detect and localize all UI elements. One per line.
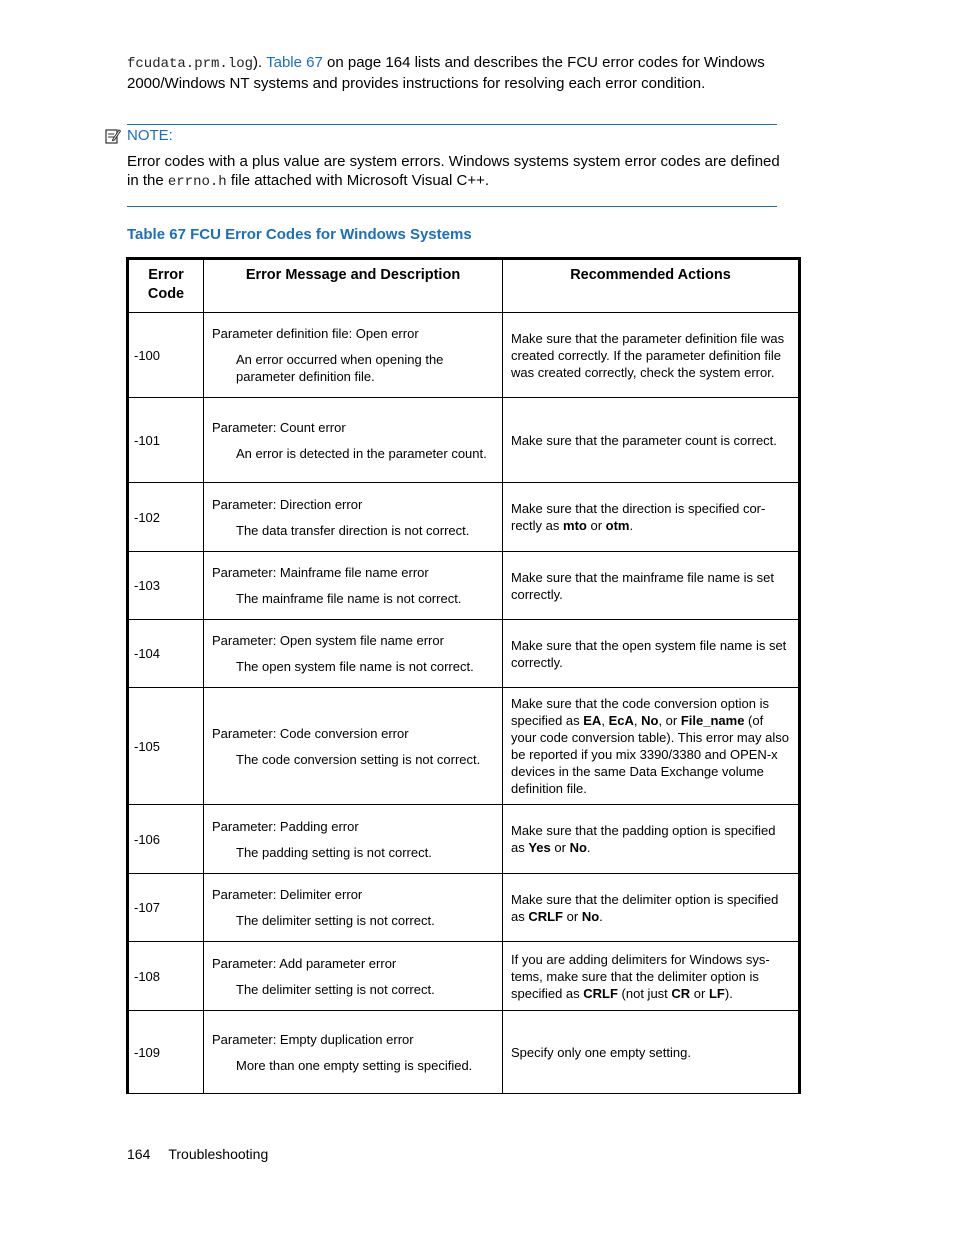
option-keyword: LF (708, 985, 725, 1001)
action-text: , (633, 713, 642, 728)
message-description: The padding setting is not correct. (236, 844, 432, 860)
intro-paragraph (127, 53, 807, 94)
option-keyword: mto (563, 518, 587, 533)
option-keyword: EA (583, 713, 602, 728)
action-text: , or (658, 713, 681, 728)
message-cell (204, 552, 503, 620)
table-row (128, 688, 800, 805)
message-cell (204, 805, 503, 874)
action-text: . (629, 518, 634, 533)
option-keyword: No (641, 713, 659, 728)
note-pencil-icon (105, 128, 121, 144)
message-description: The delimiter setting is not correct. (236, 981, 435, 997)
option-keyword: EcA (608, 713, 634, 728)
action-text: Make sure that the delimiter option is specified as (511, 891, 779, 924)
option-keyword: File_name (680, 713, 745, 728)
message-description: An error occurred when opening the parameter definition file. (236, 352, 444, 384)
message-cell (204, 688, 503, 805)
message-cell (204, 620, 503, 688)
error-codes-table (126, 257, 801, 1094)
error-code-cell: -109 (128, 1011, 204, 1094)
table-67-link[interactable]: Table 67 (266, 54, 323, 71)
message-description: The open system file name is not correct. (236, 659, 474, 674)
action-cell: Make sure that the mainframe file name is set correctly. (503, 552, 800, 620)
section-name: Troubleshooting (168, 1146, 269, 1162)
page-footer (127, 1146, 268, 1162)
error-code-cell: -105 (128, 688, 204, 805)
action-cell (503, 874, 800, 942)
intro-text: on page 164 lists and describes the FCU error codes for Windows 2000/Windows NT systems and provides instructions for resolving each error condition. (127, 54, 765, 92)
message-title: Parameter: Padding error (212, 818, 359, 834)
message-cell (204, 942, 503, 1011)
option-keyword: CRLF (528, 908, 564, 924)
action-cell (503, 483, 800, 552)
action-text: Make sure that the padding option is specified as (511, 823, 776, 855)
error-code-cell: -108 (128, 942, 204, 1011)
action-text: , (601, 713, 609, 728)
message-title: Parameter: Direction error (212, 496, 363, 512)
error-code-cell: -102 (128, 483, 204, 552)
message-cell (204, 874, 503, 942)
error-code-cell: -100 (128, 313, 204, 398)
message-title: Parameter: Empty duplication error (212, 1031, 414, 1047)
table-row (128, 874, 800, 942)
action-cell (503, 942, 800, 1011)
message-title: Parameter: Open system file name error (212, 633, 444, 648)
action-cell (503, 805, 800, 874)
option-keyword: otm (605, 518, 630, 533)
option-keyword: CR (671, 985, 691, 1001)
option-keyword: No (581, 908, 600, 924)
action-text: . (599, 908, 603, 924)
action-text: or (690, 985, 709, 1001)
table-row (128, 620, 800, 688)
error-code-cell: -101 (128, 398, 204, 483)
message-description: The data transfer direction is not correct. (236, 522, 470, 538)
action-text: (not just (617, 985, 672, 1001)
error-code-cell: -103 (128, 552, 204, 620)
table-header-row (128, 259, 800, 313)
action-text: If you are adding delimiters for Windows sys-tems, make sure that the delimiter option is specified as (511, 951, 770, 1001)
action-cell: Make sure that the parameter count is correct. (503, 398, 800, 483)
message-title: Parameter: Mainframe file name error (212, 565, 429, 580)
error-code-cell: -106 (128, 805, 204, 874)
action-cell: Make sure that the parameter definition file was created correctly. If the parameter definition file was created correctly, check the system error. (503, 313, 800, 398)
header-actions: Recommended Actions (503, 259, 800, 313)
note-body (127, 152, 787, 192)
action-cell: Specify only one empty setting. (503, 1011, 800, 1094)
note-text-1: Error codes with a plus value are system errors. Windows systems system error codes are defined in the (127, 153, 780, 189)
action-text: or (586, 518, 606, 533)
table-row (128, 805, 800, 874)
action-text: (of your code conversion table). This error may also be reported if you mix 3390/3380 and OPEN-x devices in the same Data Exchange volume definition file. (511, 713, 789, 796)
note-header (105, 127, 173, 144)
message-description: The mainframe file name is not correct. (236, 591, 462, 606)
note-text-2: file attached with Microsoft Visual C++. (226, 172, 490, 189)
table-row (128, 313, 800, 398)
errno-code: errno.h (167, 174, 227, 190)
message-cell (204, 313, 503, 398)
message-title: Parameter: Add parameter error (212, 955, 397, 971)
message-cell (204, 1011, 503, 1094)
action-text: or (550, 840, 570, 855)
action-text: ). (724, 985, 733, 1001)
table-row (128, 398, 800, 483)
option-keyword: CRLF (583, 985, 618, 1001)
option-keyword: Yes (528, 840, 551, 855)
action-text: or (563, 908, 582, 924)
message-description: The delimiter setting is not correct. (236, 913, 435, 928)
message-cell (204, 483, 503, 552)
message-title: Parameter: Count error (212, 419, 346, 435)
note-label: NOTE: (127, 127, 173, 144)
action-cell: Make sure that the open system file name is set correctly. (503, 620, 800, 688)
message-title: Parameter definition file: Open error (212, 326, 419, 341)
table-row (128, 483, 800, 552)
page-number: 164 (127, 1146, 151, 1162)
table-row (128, 942, 800, 1011)
action-text: Make sure that the code conversion option is specified as (511, 696, 769, 728)
message-description: More than one empty setting is specified. (236, 1057, 473, 1073)
message-cell (204, 398, 503, 483)
option-keyword: No (569, 840, 587, 855)
message-description: An error is detected in the parameter count. (236, 445, 487, 461)
error-code-cell: -107 (128, 874, 204, 942)
message-title: Parameter: Delimiter error (212, 887, 363, 902)
header-error-code: Error Code (128, 259, 204, 313)
message-title: Parameter: Code conversion error (212, 725, 409, 741)
action-text: Make sure that the direction is specified cor-rectly as (511, 501, 766, 533)
table-row (128, 552, 800, 620)
error-code-cell: -104 (128, 620, 204, 688)
header-message: Error Message and Description (204, 259, 503, 313)
note-top-rule (127, 124, 777, 125)
intro-punct: ). (253, 54, 263, 71)
note-bottom-rule (127, 206, 777, 207)
message-description: The code conversion setting is not correct. (236, 751, 481, 767)
action-text: . (586, 840, 591, 855)
filename-code: fcudata.prm.log (127, 56, 254, 72)
action-cell (503, 688, 800, 805)
table-title: Table 67 FCU Error Codes for Windows Systems (127, 226, 472, 243)
table-row (128, 1011, 800, 1094)
